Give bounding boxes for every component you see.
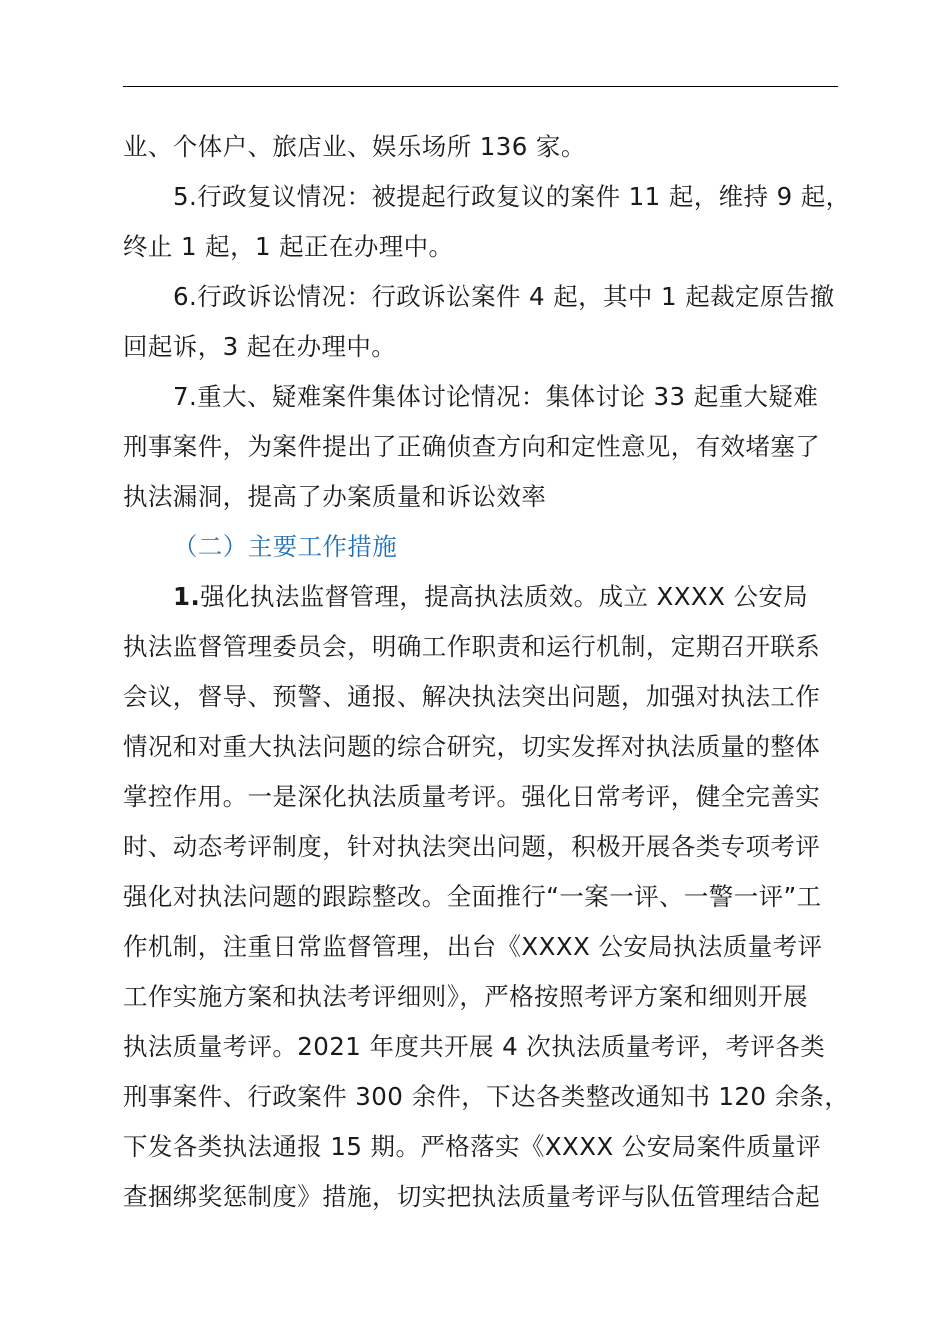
measure-first-line <box>123 572 863 622</box>
paragraph-line: 7.重大、疑难案件集体讨论情况：集体讨论 33 起重大疑难 <box>173 382 819 411</box>
paragraph-line: 执法质量考评。2021 年度共开展 4 次执法质量考评，考评各类 <box>123 1032 826 1061</box>
paragraph-line: 5.行政复议情况：被提起行政复议的案件 11 起，维持 9 起， <box>173 182 851 211</box>
paragraph-line: 工作实施方案和执法考评细则》，严格按照考评方案和细则开展 <box>123 982 808 1011</box>
measure-number: 1. <box>173 582 201 611</box>
paragraph-line: 刑事案件、行政案件 300 余件，下达各类整改通知书 120 余条， <box>123 1082 850 1111</box>
paragraph-line: 终止 1 起，1 起正在办理中。 <box>123 232 454 261</box>
paragraph-line: 执法监督管理委员会，明确工作职责和运行机制，定期召开联系 <box>123 632 821 661</box>
section-heading: （二）主要工作措施 <box>173 532 398 561</box>
document-body <box>123 122 863 1222</box>
paragraph-text: 强化执法监督管理，提高执法质效。成立 XXXX 公安局 <box>200 582 809 611</box>
paragraph-line: 执法漏洞，提高了办案质量和诉讼效率 <box>123 482 547 511</box>
paragraph-line: 情况和对重大执法问题的综合研究，切实发挥对执法质量的整体 <box>123 732 821 761</box>
paragraph-line: 业、个体户、旅店业、娱乐场所 136 家。 <box>123 132 586 161</box>
paragraph-line: 回起诉，3 起在办理中。 <box>123 332 397 361</box>
paragraph-line: 强化对执法问题的跟踪整改。全面推行“一案一评、一警一评”工 <box>123 882 822 911</box>
paragraph-line: 下发各类执法通报 15 期。严格落实《XXXX 公安局案件质量评 <box>123 1132 821 1161</box>
paragraph-line: 时、动态考评制度，针对执法突出问题，积极开展各类专项考评 <box>123 832 821 861</box>
paragraph-line: 刑事案件，为案件提出了正确侦查方向和定性意见，有效堵塞了 <box>123 432 821 461</box>
paragraph-line: 会议，督导、预警、通报、解决执法突出问题，加强对执法工作 <box>123 682 821 711</box>
paragraph-line: 掌控作用。一是深化执法质量考评。强化日常考评，健全完善实 <box>123 782 821 811</box>
paragraph-line: 6.行政诉讼情况：行政诉讼案件 4 起，其中 1 起裁定原告撤 <box>173 282 835 311</box>
paragraph-line: 查捆绑奖惩制度》措施，切实把执法质量考评与队伍管理结合起 <box>123 1182 821 1211</box>
header-rule <box>123 86 838 87</box>
paragraph-line: 作机制，注重日常监督管理，出台《XXXX 公安局执法质量考评 <box>123 932 823 961</box>
